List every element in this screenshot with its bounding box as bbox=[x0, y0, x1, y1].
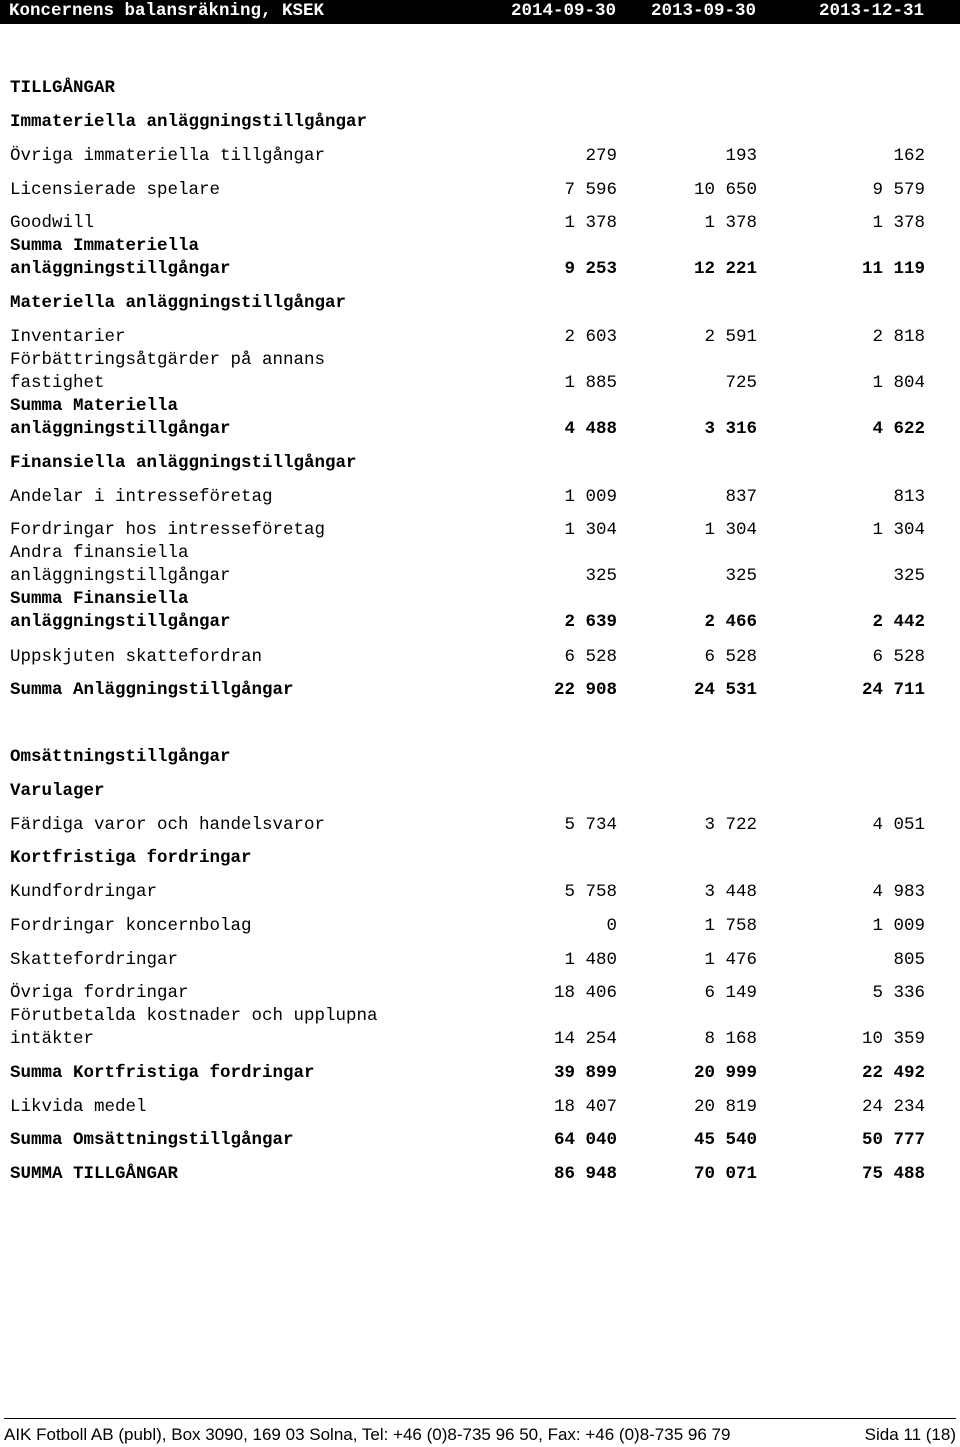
row-label: Summa Anläggningstillgångar bbox=[10, 680, 294, 700]
cell-value-col3: 4 051 bbox=[872, 815, 925, 835]
row-label-continued: anläggningstillgångar bbox=[10, 419, 231, 439]
cell-value-col2: 45 540 bbox=[693, 1130, 757, 1150]
cell-value-col2: 2 591 bbox=[704, 327, 757, 347]
row-label: Andra finansiella bbox=[10, 543, 189, 563]
cell-value-col3: 1 378 bbox=[872, 213, 925, 233]
cell-value-col3: 1 304 bbox=[872, 520, 925, 540]
row-label: Fordringar koncernbolag bbox=[10, 916, 252, 936]
row-label: Summa Omsättningstillgångar bbox=[10, 1130, 294, 1150]
cell-value-col3: 162 bbox=[893, 146, 925, 166]
cell-value-col1: 279 bbox=[585, 146, 617, 166]
cell-value-col2: 1 304 bbox=[704, 520, 757, 540]
row-label: Fordringar hos intresseföretag bbox=[10, 520, 326, 540]
cell-value-col2: 3 722 bbox=[704, 815, 757, 835]
cell-value-col3: 5 336 bbox=[872, 983, 925, 1003]
row-label: Immateriella anläggningstillgångar bbox=[10, 112, 368, 132]
row-label: Licensierade spelare bbox=[10, 180, 221, 200]
cell-value-col2: 3 448 bbox=[704, 882, 757, 902]
footer-company-info: AIK Fotboll AB (publ), Box 3090, 169 03 Solna, Tel: +46 (0)8-735 96 50, Fax: +46 (0)8-735 96 79 bbox=[4, 1425, 731, 1444]
cell-value-col2: 6 149 bbox=[704, 983, 757, 1003]
cell-value-col1: 5 734 bbox=[564, 815, 617, 835]
column-header-2014-09-30: 2014-09-30 bbox=[510, 1, 616, 21]
cell-value-col2: 1 476 bbox=[704, 950, 757, 970]
cell-value-col2: 12 221 bbox=[693, 259, 757, 279]
cell-value-col3: 325 bbox=[893, 566, 925, 586]
row-label-continued: anläggningstillgångar bbox=[10, 566, 231, 586]
cell-value-col3: 24 711 bbox=[861, 680, 925, 700]
row-label: Summa Immateriella bbox=[10, 236, 200, 256]
cell-value-col1: 6 528 bbox=[564, 647, 617, 667]
cell-value-col1: 86 948 bbox=[553, 1164, 617, 1184]
row-label: Andelar i intresseföretag bbox=[10, 487, 273, 507]
cell-value-col3: 813 bbox=[893, 487, 925, 507]
page-title: Koncernens balansräkning, KSEK bbox=[9, 1, 325, 21]
row-label: Uppskjuten skattefordran bbox=[10, 647, 263, 667]
cell-value-col2: 837 bbox=[725, 487, 757, 507]
row-label-continued: anläggningstillgångar bbox=[10, 612, 231, 632]
cell-value-col3: 6 528 bbox=[872, 647, 925, 667]
cell-value-col1: 39 899 bbox=[553, 1063, 617, 1083]
row-label: Summa Materiella bbox=[10, 396, 179, 416]
cell-value-col2: 325 bbox=[725, 566, 757, 586]
row-label: Materiella anläggningstillgångar bbox=[10, 293, 347, 313]
page-footer bbox=[4, 1418, 956, 1447]
cell-value-col1: 1 885 bbox=[564, 373, 617, 393]
cell-value-col2: 3 316 bbox=[704, 419, 757, 439]
row-label: Inventarier bbox=[10, 327, 126, 347]
cell-value-col1: 9 253 bbox=[564, 259, 617, 279]
row-label: Övriga immateriella tillgångar bbox=[10, 146, 326, 166]
cell-value-col2: 1 378 bbox=[704, 213, 757, 233]
cell-value-col1: 14 254 bbox=[553, 1029, 617, 1049]
row-label: Färdiga varor och handelsvaror bbox=[10, 815, 326, 835]
table-header bbox=[0, 0, 960, 24]
cell-value-col2: 725 bbox=[725, 373, 757, 393]
cell-value-col1: 64 040 bbox=[553, 1130, 617, 1150]
row-label: Förbättringsåtgärder på annans bbox=[10, 350, 326, 370]
cell-value-col1: 1 480 bbox=[564, 950, 617, 970]
row-label: Omsättningstillgångar bbox=[10, 747, 231, 767]
cell-value-col3: 2 442 bbox=[872, 612, 925, 632]
cell-value-col3: 10 359 bbox=[861, 1029, 925, 1049]
row-label: Likvida medel bbox=[10, 1097, 147, 1117]
cell-value-col2: 2 466 bbox=[704, 612, 757, 632]
row-label: Varulager bbox=[10, 781, 105, 801]
cell-value-col1: 2 639 bbox=[564, 612, 617, 632]
cell-value-col1: 1 009 bbox=[564, 487, 617, 507]
cell-value-col3: 4 622 bbox=[872, 419, 925, 439]
cell-value-col3: 24 234 bbox=[861, 1097, 925, 1117]
cell-value-col1: 1 378 bbox=[564, 213, 617, 233]
row-label: SUMMA TILLGÅNGAR bbox=[10, 1164, 179, 1184]
cell-value-col3: 50 777 bbox=[861, 1130, 925, 1150]
cell-value-col2: 70 071 bbox=[693, 1164, 757, 1184]
cell-value-col3: 805 bbox=[893, 950, 925, 970]
row-label: Summa Finansiella bbox=[10, 589, 189, 609]
cell-value-col1: 18 407 bbox=[553, 1097, 617, 1117]
cell-value-col1: 0 bbox=[606, 916, 617, 936]
cell-value-col3: 2 818 bbox=[872, 327, 925, 347]
cell-value-col1: 325 bbox=[585, 566, 617, 586]
cell-value-col2: 1 758 bbox=[704, 916, 757, 936]
column-header-2013-09-30: 2013-09-30 bbox=[650, 1, 756, 21]
cell-value-col2: 8 168 bbox=[704, 1029, 757, 1049]
cell-value-col3: 4 983 bbox=[872, 882, 925, 902]
cell-value-col1: 7 596 bbox=[564, 180, 617, 200]
cell-value-col1: 5 758 bbox=[564, 882, 617, 902]
cell-value-col3: 9 579 bbox=[872, 180, 925, 200]
cell-value-col1: 18 406 bbox=[553, 983, 617, 1003]
row-label-continued: intäkter bbox=[10, 1029, 95, 1049]
cell-value-col2: 6 528 bbox=[704, 647, 757, 667]
cell-value-col2: 193 bbox=[725, 146, 757, 166]
cell-value-col1: 4 488 bbox=[564, 419, 617, 439]
row-label: Goodwill bbox=[10, 213, 95, 233]
cell-value-col3: 1 009 bbox=[872, 916, 925, 936]
footer-page-number: Sida 11 (18) bbox=[864, 1425, 956, 1444]
row-label: Kundfordringar bbox=[10, 882, 158, 902]
row-label: Övriga fordringar bbox=[10, 983, 189, 1003]
cell-value-col3: 75 488 bbox=[861, 1164, 925, 1184]
row-label: Finansiella anläggningstillgångar bbox=[10, 453, 357, 473]
row-label-continued: anläggningstillgångar bbox=[10, 259, 231, 279]
row-label-continued: fastighet bbox=[10, 373, 105, 393]
row-label: TILLGÅNGAR bbox=[10, 78, 116, 98]
cell-value-col1: 1 304 bbox=[564, 520, 617, 540]
column-header-2013-12-31: 2013-12-31 bbox=[818, 1, 924, 21]
row-label: Skattefordringar bbox=[10, 950, 179, 970]
cell-value-col2: 20 819 bbox=[693, 1097, 757, 1117]
cell-value-col1: 2 603 bbox=[564, 327, 617, 347]
cell-value-col1: 22 908 bbox=[553, 680, 617, 700]
cell-value-col2: 10 650 bbox=[693, 180, 757, 200]
row-label: Förutbetalda kostnader och upplupna bbox=[10, 1006, 378, 1026]
cell-value-col3: 11 119 bbox=[861, 259, 925, 279]
cell-value-col3: 22 492 bbox=[861, 1063, 925, 1083]
cell-value-col3: 1 804 bbox=[872, 373, 925, 393]
row-label: Kortfristiga fordringar bbox=[10, 848, 252, 868]
cell-value-col2: 24 531 bbox=[693, 680, 757, 700]
row-label: Summa Kortfristiga fordringar bbox=[10, 1063, 315, 1083]
cell-value-col2: 20 999 bbox=[693, 1063, 757, 1083]
